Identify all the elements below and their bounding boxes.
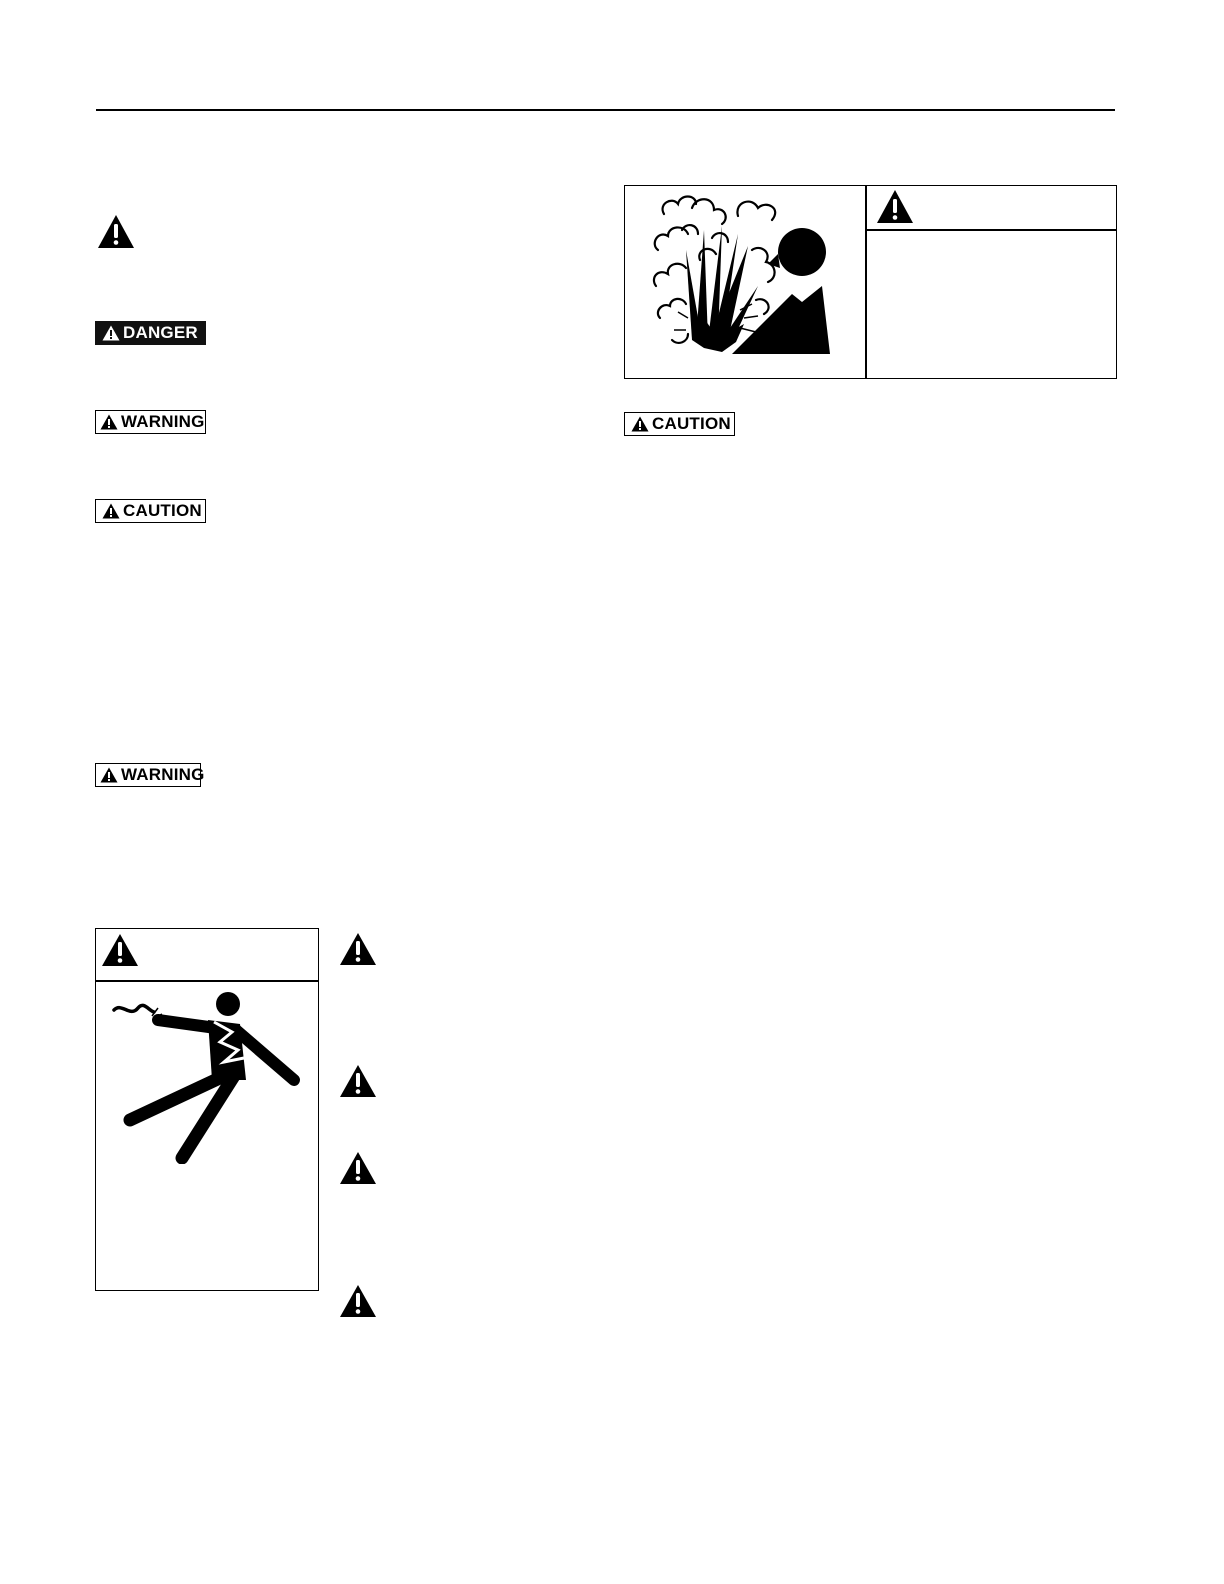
warning-triangle-icon (339, 1151, 377, 1185)
warning-triangle-icon (339, 1064, 377, 1098)
warning-triangle-icon (100, 767, 118, 783)
explosion-hazard-divider (865, 185, 867, 379)
warning-triangle-icon (631, 416, 649, 432)
caution-badge (624, 412, 735, 436)
explosion-icon (652, 190, 837, 358)
warning-triangle-icon (101, 933, 139, 967)
warning-label: WARNING (121, 765, 205, 784)
caution-label: CAUTION (652, 414, 731, 433)
warning-triangle-icon (102, 503, 120, 519)
warning-triangle-icon (339, 932, 377, 966)
warning-badge (95, 763, 205, 787)
caution-label: CAUTION (123, 501, 202, 520)
electrical-shock-icon (108, 988, 308, 1164)
warning-triangle-icon (102, 325, 120, 341)
danger-badge (95, 321, 206, 345)
warning-triangle-icon (100, 414, 118, 430)
caution-badge (95, 499, 206, 523)
warning-triangle-icon (97, 214, 135, 249)
shock-hazard-divider (95, 980, 319, 982)
warning-triangle-icon (339, 1284, 377, 1318)
warning-badge (95, 410, 206, 434)
warning-label: WARNING (121, 412, 205, 431)
explosion-hazard-rule (865, 229, 1117, 231)
danger-label: DANGER (123, 323, 198, 342)
warning-triangle-icon (876, 189, 914, 224)
header-rule (96, 109, 1115, 111)
